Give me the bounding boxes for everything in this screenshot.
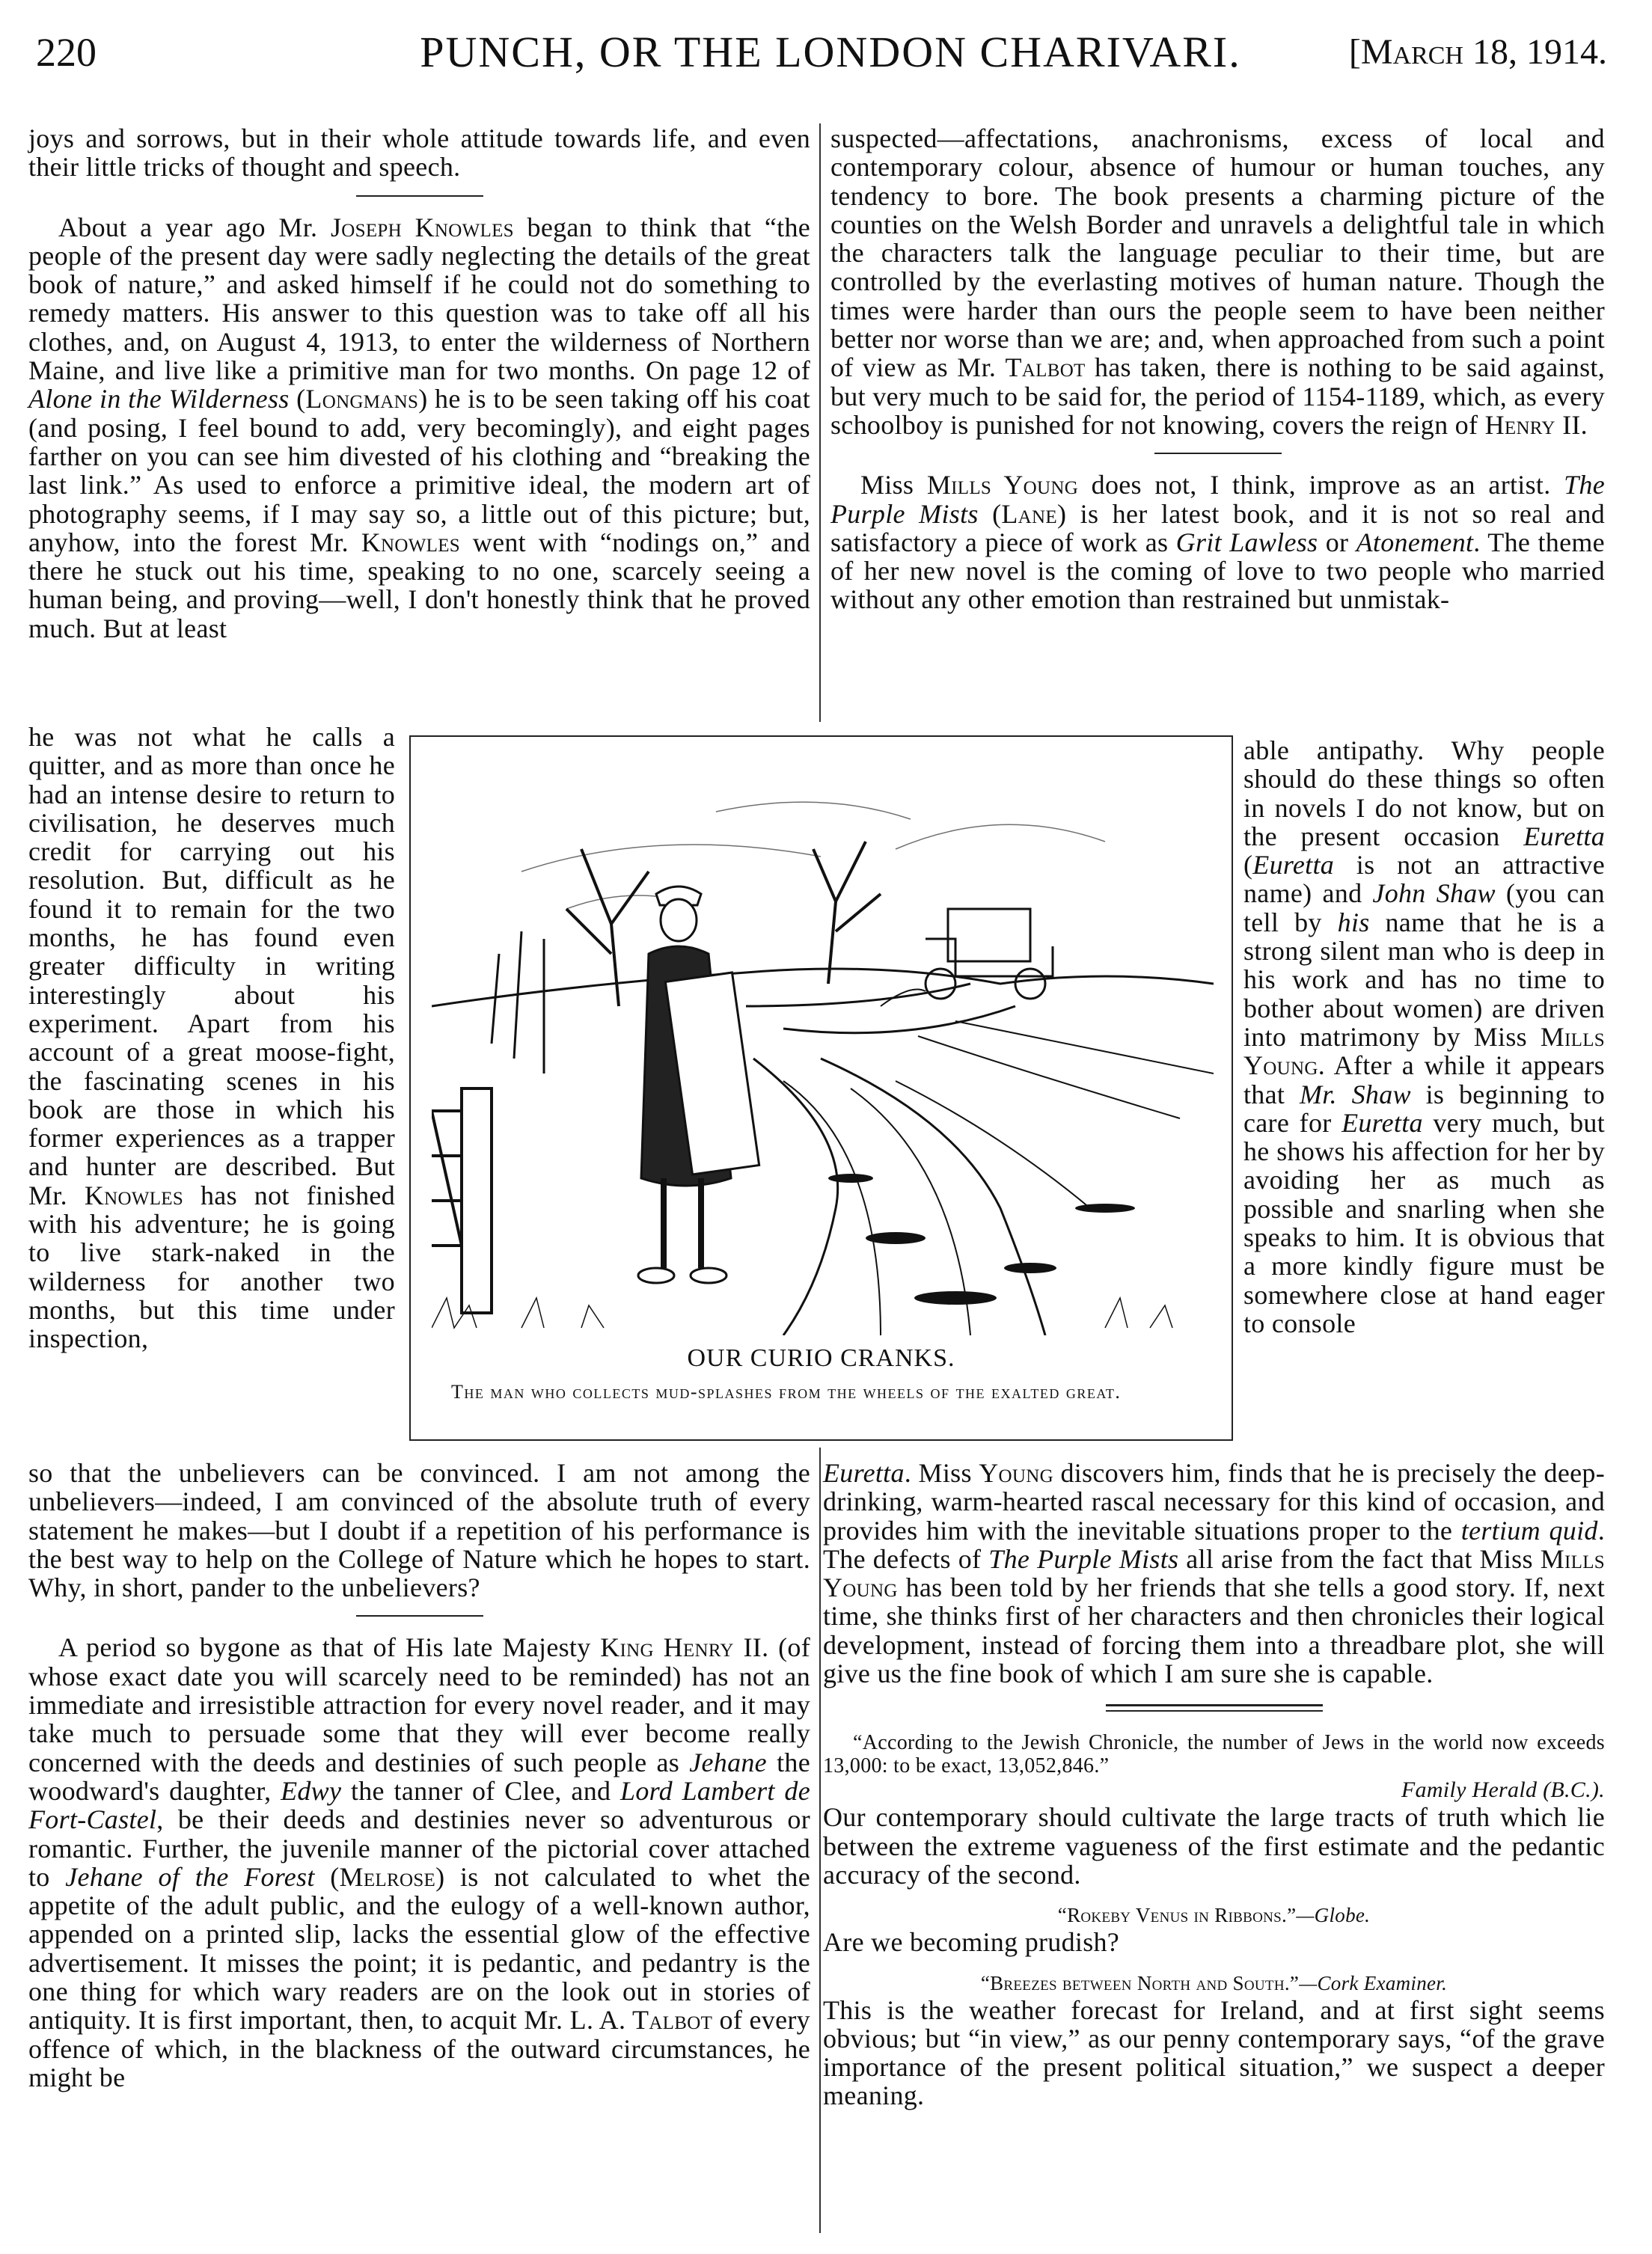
masthead-title: PUNCH, OR THE LONDON CHARIVARI. [420,28,1241,76]
italic-title: The Purple Mists [988,1543,1179,1574]
quote-comment: Our contemporary should cultivate the large tracts of truth which lie between the extreme vagueness of the first estimate and the pedantic accuracy of the second. [823,1802,1605,1890]
quote-item [823,1902,1605,1956]
column-divider [819,1448,821,2233]
italic-title: his [1337,907,1370,937]
small-caps-name: Knowles [361,527,460,557]
small-caps-name: Mills Young [926,470,1079,500]
sky-hatching [521,802,1105,909]
cartoon-illustration [432,759,1214,1335]
grass-hatching [432,1298,1172,1328]
italic-title: Jehane of the Forest [65,1861,315,1892]
section-rule [356,195,483,197]
small-caps-name: King Henry [600,1632,734,1663]
paragraph-knowles-review: About a year ago Mr. Joseph Knowles began to think that “the people of the present day were sadly neglecting the details of the great book of nature,” and asked himself if he could not do something to remedy matters. His answer to this question was to take off all his clothes, and, on August 4, 1913, to enter the wilderness of Northern Maine, and live like a primitive man for two months. On page 12 of Alone in the Wilderness (Longmans) he is to be seen taking off his coat (and posing, I feel bound to add, very becomingly), and eight pages farther on you can see him divested of his clothing and “breaking the last link.” As used to enforce a primitive ideal, the modern art of photography seems, if I may say so, a little out of this picture; but, anyhow, into the forest Mr. Knowles went with “nodings on,” and there he stuck out his time, speaking to no one, scarcely seeing a human being, and proving—well, I don't honestly think that he proved much. But at least [28,212,811,643]
quote-text: “Breezes between North and South.” [980,1971,1300,1994]
paragraph: he was not what he calls a quitter, and as more than once he had an intense desire to return to civilisation, he deserves much credit for carrying out his resolution. But, difficult as he found it to remain for the two months, he has found even greater difficulty in writing interestingly about his experiment. Apart from his account of a great moose-fight, the fascinating scenes in his book are those in which his former experiences as a trapper and hunter are described. But Mr. Knowles has not finished with his adventure; he is going to live stark-naked in the wilderness for another two months, but this time under inspection, [28,722,395,1354]
italic-title: Euretta [1523,821,1605,851]
italic-title: Alone in the Wilderness [28,384,290,414]
right-column-bottom [823,1459,1605,2110]
quote-source: —Cork Examiner. [1299,1971,1448,1994]
small-caps-name: Henry [1484,409,1555,440]
cartoon-caption: The man who collects mud-splashes from the wheels of the exalted great. [451,1381,1122,1403]
paragraph: able antipathy. Why people should do these things so often in novels I do not know, but on the present occasion Euretta (Euretta is not an attractive name) and John Shaw (you can tell by his name that he is a strong silent man who is deep in his work and has no time to bother about women) are driven into matrimony by Miss Mills Young. After a while it appears that Mr. Shaw is beginning to care for Euretta very much, but he shows his affection for her by avoiding her as much as possible and snarling when she speaks to him. It is obvious that a more kindly figure must be somewhere close at hand eager to console [1243,735,1606,1338]
small-caps-name: Mills Young [1243,1021,1605,1081]
paragraph-purple-mists-review: Miss Mills Young does not, I think, improve as an artist. The Purple Mists (Lane) is her latest book, and it is not so real and satisfactory a piece of work as Grit Lawless or Atonement. The theme of her new novel is the coming of love to two people who married without any other emotion than restrained but unmistak- [830,470,1605,615]
small-caps-name: Young [979,1458,1053,1488]
left-column-wrap [28,723,395,1353]
column-divider [819,123,821,722]
italic-title: Atonement [1356,527,1474,557]
italic-title: Euretta [1252,850,1335,881]
quote-text: “According to the Jewish Chronicle, the number of Jews in the world now exceeds 13,000: to be exact, 13,052,846.” [823,1731,1605,1778]
small-caps-name: Melrose [339,1861,436,1892]
small-caps-name: Mills Young [823,1543,1605,1603]
quote-source: Family Herald (B.C.). [1401,1777,1605,1803]
gate-icon [432,931,544,1313]
left-column-bottom [28,1459,810,2092]
paragraph: joys and sorrows, but in their whole attitude towards life, and even their little tricks of thought and speech. [28,123,810,183]
right-column-wrap [1243,736,1605,1338]
double-rule [1106,1704,1323,1712]
italic-title: Edwy [281,1775,342,1806]
paragraph-talbot-review: A period so bygone as that of His late Majesty King Henry II. (of whose exact date you will scarcely need to be reminded) has not an immediate and irresistible attraction for every novel reader, and it may take much to persuade some that they will ever become really concerned with the deeds and destinies of such people as Jehane the woodward's daughter, Edwy the tanner of Clee, and Lord Lambert de Fort-Castel, be their deeds and destinies never so adventurous or romantic. Further, the juvenile manner of the pictorial cover attached to Jehane of the Forest (Melrose) is not calculated to whet the appetite of the adult public, and the eulogy of a well-known author, appended on a printed slip, lacks the essential glow of the effective advertisement. It misses the point; it is pedantic, and pedantry is the one thing for which wary readers are on the look out in stories of antiquity. It is first important, then, to acquit Mr. L. A. Talbot of every offence of which, in the blackness of the outward circumstances, he might be [28,1632,811,2092]
small-caps-name: Knowles [84,1180,184,1210]
italic-title: Grit Lawless [1175,527,1318,557]
quote-heading [823,1970,1605,1996]
page-number: 220 [36,30,97,75]
small-caps-name: Joseph Knowles [330,212,514,242]
italic-title: tertium quid [1460,1515,1598,1546]
paragraph: suspected—affectations, anachronisms, excess of local and contemporary colour, absence of humour or human touches, any tendency to bore. The book presents a charming picture of the counties on the Welsh Border and unravels a delightful tale in which the characters talk the language peculiar to their time, but are controlled by the everlasting motives of human nature. Though the times were harder than ours the people seem to have been neither better nor worse than we are; and, when approached from such a point of view as Mr. Talbot has taken, there is nothing to be said against, but very much to be said for, the period of 1154-1189, which, as every schoolboy is punished for not knowing, covers the reign of Henry II. [830,123,1605,440]
section-rule [356,1615,483,1617]
man-figure [638,886,759,1283]
quote-comment: This is the weather forecast for Ireland, and at first sight seems obvious; but “in view,” as our penny contemporary says, “of the grave importance of the present political situation,” we suspect a deeper meaning. [823,1994,1605,2111]
cartoon-title: OUR CURIO CRANKS. [687,1344,955,1372]
motor-car-icon [881,909,1053,1006]
italic-title: Mr. Shaw [1299,1079,1411,1109]
cartoon-figure [409,735,1233,1441]
italic-title: The Purple Mists [830,470,1605,529]
paragraph: Euretta. Miss Young discovers him, finds that he is precisely the deep-drinking, warm-hearted rascal necessary for this kind of occasion, and provides him with the inevitable situations proper to the tertium quid. The defects of The Purple Mists all arise from the fact that Miss Mills Young has been told by her friends that she tells a good story. If, next time, she thinks first of her characters and then chronicles their logical development, instead of forcing them into a threadbare plot, she will give us the fine book of which I am sure she is capable. [823,1458,1605,1689]
date-month: March [1360,32,1463,72]
paragraph: so that the unbelievers can be convinced. I am not among the unbelievers—indeed, I am convinced of the absolute truth of every statement he makes—but I doubt if a repetition of his performance is the best way to help on the College of Nature which he hopes to start. Why, in short, pander to the unbelievers? [28,1458,810,1603]
section-rule [1154,453,1282,454]
quote-source: —Globe. [1296,1904,1371,1927]
small-caps-name: Talbot [1005,352,1086,383]
small-caps-name: Lane [1001,498,1057,529]
italic-title: Lord Lambert de Fort-Castel [28,1775,810,1835]
left-column-top [28,124,810,643]
quote-text: “Rokeby Venus in Ribbons.” [1057,1904,1297,1927]
quote-item [823,1731,1605,1889]
quote-comment: Are we becoming prudish? [823,1927,1120,1958]
right-column-top [830,124,1605,614]
italic-title: John Shaw [1372,878,1496,909]
issue-date [1349,22,1607,82]
italic-title: Euretta [1342,1107,1423,1138]
date-rest: 18, 1914. [1463,32,1607,72]
date-bracket: [ [1348,32,1361,72]
quote-item [823,1970,1605,2110]
road [746,984,1045,1335]
quote-heading [823,1902,1605,1928]
small-caps-name: Longmans [305,384,419,414]
italic-title: Euretta [823,1458,905,1488]
italic-title: Jehane [689,1747,767,1777]
small-caps-name: L. A. Talbot [569,2005,713,2036]
horizon-line [432,969,1214,1006]
mud-puddles [828,1174,1135,1305]
